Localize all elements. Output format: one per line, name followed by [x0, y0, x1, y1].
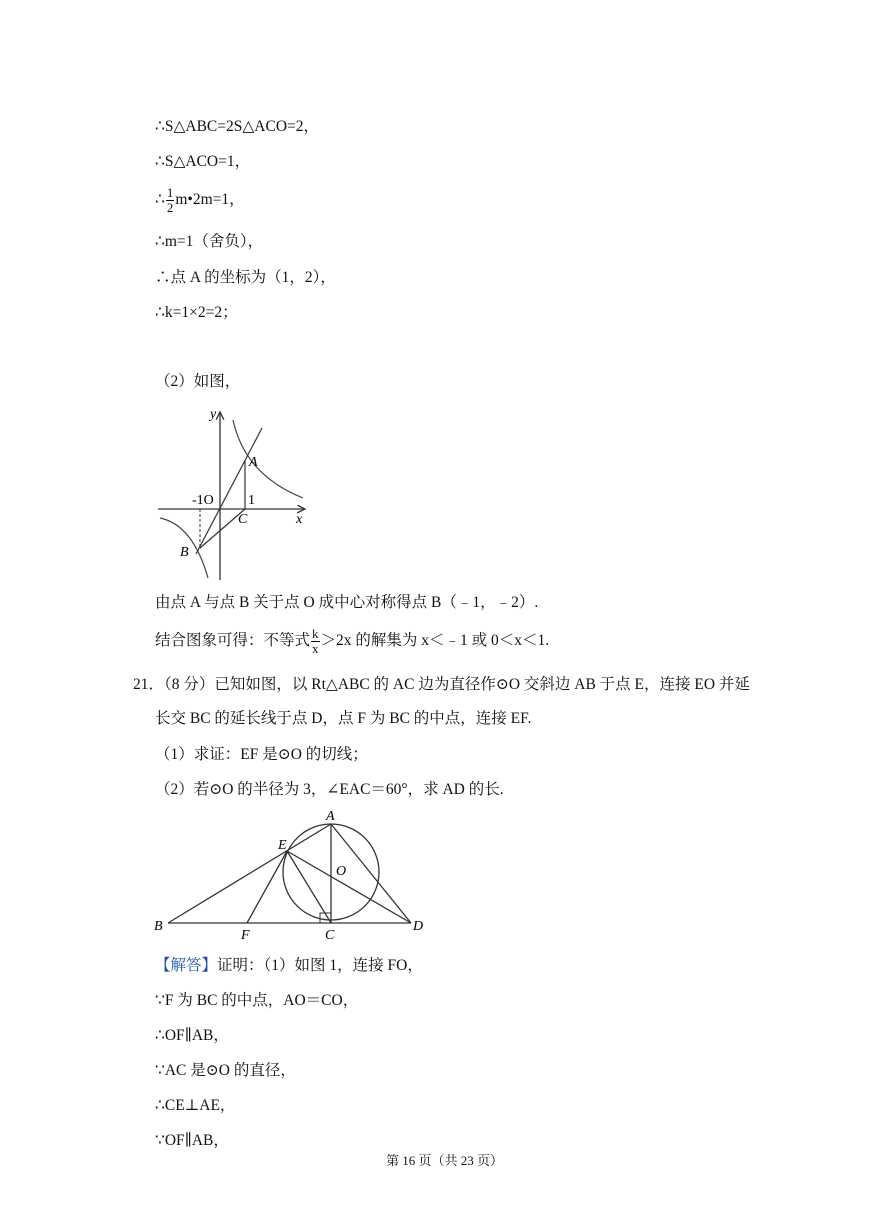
question-21-sub-2: （2）若⊙O 的半径为 3，∠EAC＝60°，求 AD 的长. [155, 781, 504, 798]
answer-line-4: ∵AC 是⊙O 的直径， [155, 1062, 296, 1079]
fraction-denominator: 2 [166, 200, 174, 215]
part2-heading: （2）如图， [155, 373, 241, 390]
label-y: y [210, 407, 217, 422]
segment-EC [287, 851, 331, 923]
answer-line-1 [155, 956, 423, 976]
solution-line-2: ∴S△ACO=1， [155, 153, 251, 170]
label-C: C [238, 512, 248, 527]
label-x: x [296, 512, 303, 527]
inequality-fraction-denominator: x [312, 641, 319, 656]
label-one: 1 [248, 493, 255, 508]
inequality-fraction-numerator: k [312, 626, 319, 641]
solution-line-3-rest: m•2m=1， [175, 191, 245, 209]
conclusion-post: ＞2x 的解集为 x＜﹣1 或 0＜x＜1. [320, 632, 550, 650]
solution-line-1: ∴S△ABC=2S△ACO=2， [155, 118, 320, 135]
solution-line-5: ∴点 A 的坐标为（1，2）， [155, 269, 336, 286]
solution-line-4: ∴m=1（舍负）， [155, 233, 264, 250]
coordinate-graph [150, 400, 320, 585]
question-21-line-2: 长交 BC 的延长线于点 D，点 F 为 BC 的中点，连接 EF. [155, 710, 532, 727]
label-B: B [180, 545, 189, 560]
label-B: B [154, 919, 163, 934]
label-F: F [241, 928, 250, 943]
segment-BA [168, 824, 331, 923]
label-O: O [336, 864, 347, 879]
label-A: A [249, 455, 258, 470]
label-C: C [325, 928, 335, 943]
inequality-fraction [311, 627, 320, 656]
solution-line-6: ∴k=1×2=2； [155, 304, 238, 321]
question-21-line-1: 21．（8 分）已知如图，以 Rt△ABC 的 AC 边为直径作⊙O 交斜边 AB 于点 E，连接 EO 并延 [133, 676, 750, 693]
question-21-sub-1: （1）求证：EF 是⊙O 的切线； [155, 746, 368, 763]
line-through-origin [196, 428, 262, 554]
answer-tag: 【解答】 [155, 957, 218, 974]
label-D: D [413, 919, 424, 934]
answer-line-1-text: 证明：（1）如图 1，连接 FO， [217, 957, 423, 974]
label-A: A [326, 809, 335, 824]
answer-line-6: ∵OF∥AB， [155, 1132, 229, 1149]
conclusion-text [155, 627, 549, 656]
label-O: -1O [192, 493, 214, 508]
solution-line-3: ∴ $\frac{1}{2}$ m•2m=1， [155, 185, 245, 215]
answer-line-5: ∴CE⊥AE， [155, 1097, 236, 1114]
fraction [166, 186, 175, 215]
hyperbola-branch-1 [233, 420, 303, 498]
segment-EF [247, 851, 287, 923]
answer-line-2: ∵F 为 BC 的中点，AO＝CO， [155, 992, 359, 1009]
fraction-numerator: 1 [166, 185, 174, 200]
label-E: E [278, 838, 287, 853]
geometry-figure [148, 805, 438, 945]
conclusion-pre: 结合图象可得：不等式 [155, 632, 311, 650]
answer-line-3: ∴OF∥AB， [155, 1027, 229, 1044]
page-footer: 第 16 页（共 23 页） [385, 1153, 503, 1168]
symmetry-text: 由点 A 与点 B 关于点 O 成中心对称得点 B（﹣1，﹣2）. [155, 594, 539, 611]
